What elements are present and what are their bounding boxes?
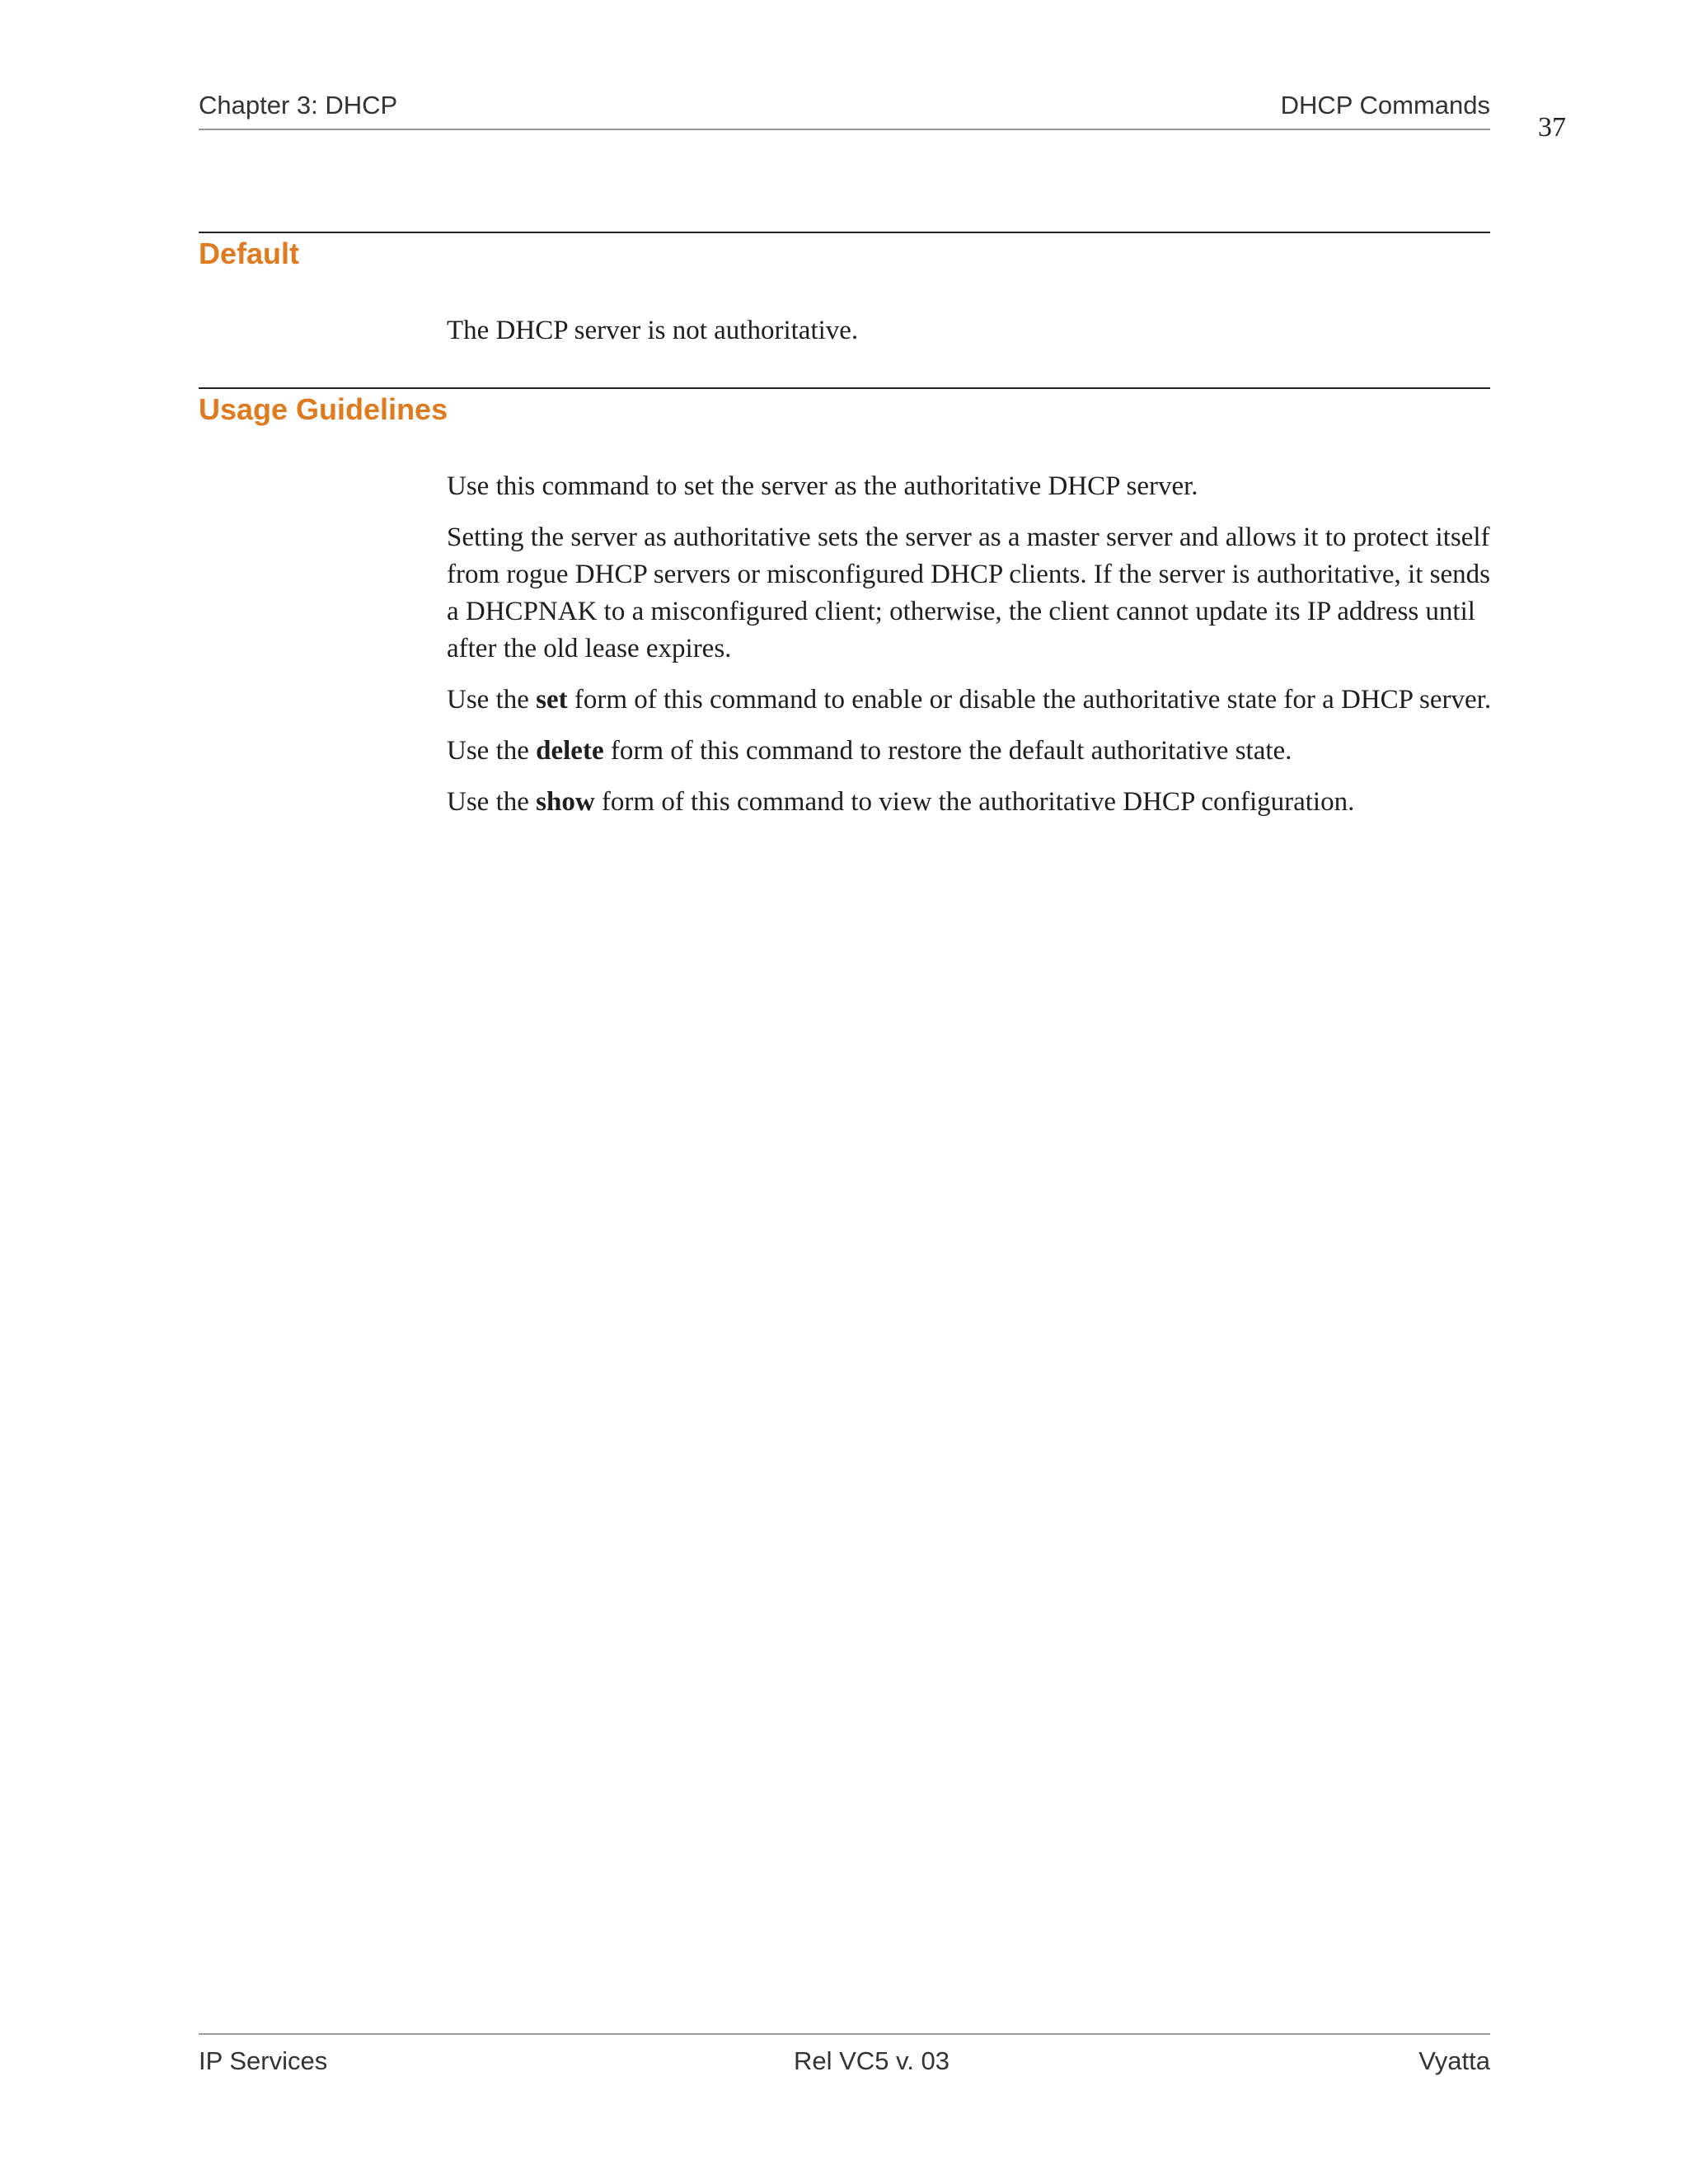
p3-prefix: Use the [447,685,537,715]
usage-paragraph-5 [447,784,1493,821]
set-command: set [536,685,568,715]
header-chapter: Chapter 3: DHCP [199,91,398,120]
default-heading: Default [199,237,300,270]
footer-right: Vyatta [1418,2046,1490,2075]
p3-suffix: form of this command to enable or disable the authoritative state for a DHCP server. [567,685,1492,715]
usage-paragraph-1: Use this command to set the server as the authoritative DHCP server. [447,471,1198,501]
running-header [199,91,1490,130]
usage-paragraph-4 [447,733,1493,770]
default-section-rule [199,232,1490,233]
page-number: 37 [1538,112,1566,143]
usage-section-rule [199,387,1490,389]
usage-paragraph-2: Setting the server as authoritative sets the server as a master server and allows it to protect itself from rogue DHCP servers or misconfigured DHCP clients. If the server is authoritative, it sends a DHCPNAK to a misconfigured client; otherwise, the client cannot update its IP address until after the old lease expires. [447,523,1490,663]
p4-prefix: Use the [447,736,537,766]
show-command: show [536,787,595,817]
default-body [447,312,1493,363]
usage-body [447,468,1493,835]
header-section: DHCP Commands [1280,91,1490,120]
delete-command: delete [536,736,604,766]
default-text: The DHCP server is not authoritative. [447,316,859,345]
running-footer [199,2033,1490,2084]
footer-center: Rel VC5 v. 03 [794,2046,950,2075]
usage-paragraph-3 [447,682,1493,719]
p5-prefix: Use the [447,787,537,817]
p5-suffix: form of this command to view the authoritative DHCP configuration. [594,787,1355,817]
usage-heading: Usage Guidelines [199,392,448,426]
footer-left: IP Services [199,2046,328,2075]
p4-suffix: form of this command to restore the default authoritative state. [603,736,1292,766]
